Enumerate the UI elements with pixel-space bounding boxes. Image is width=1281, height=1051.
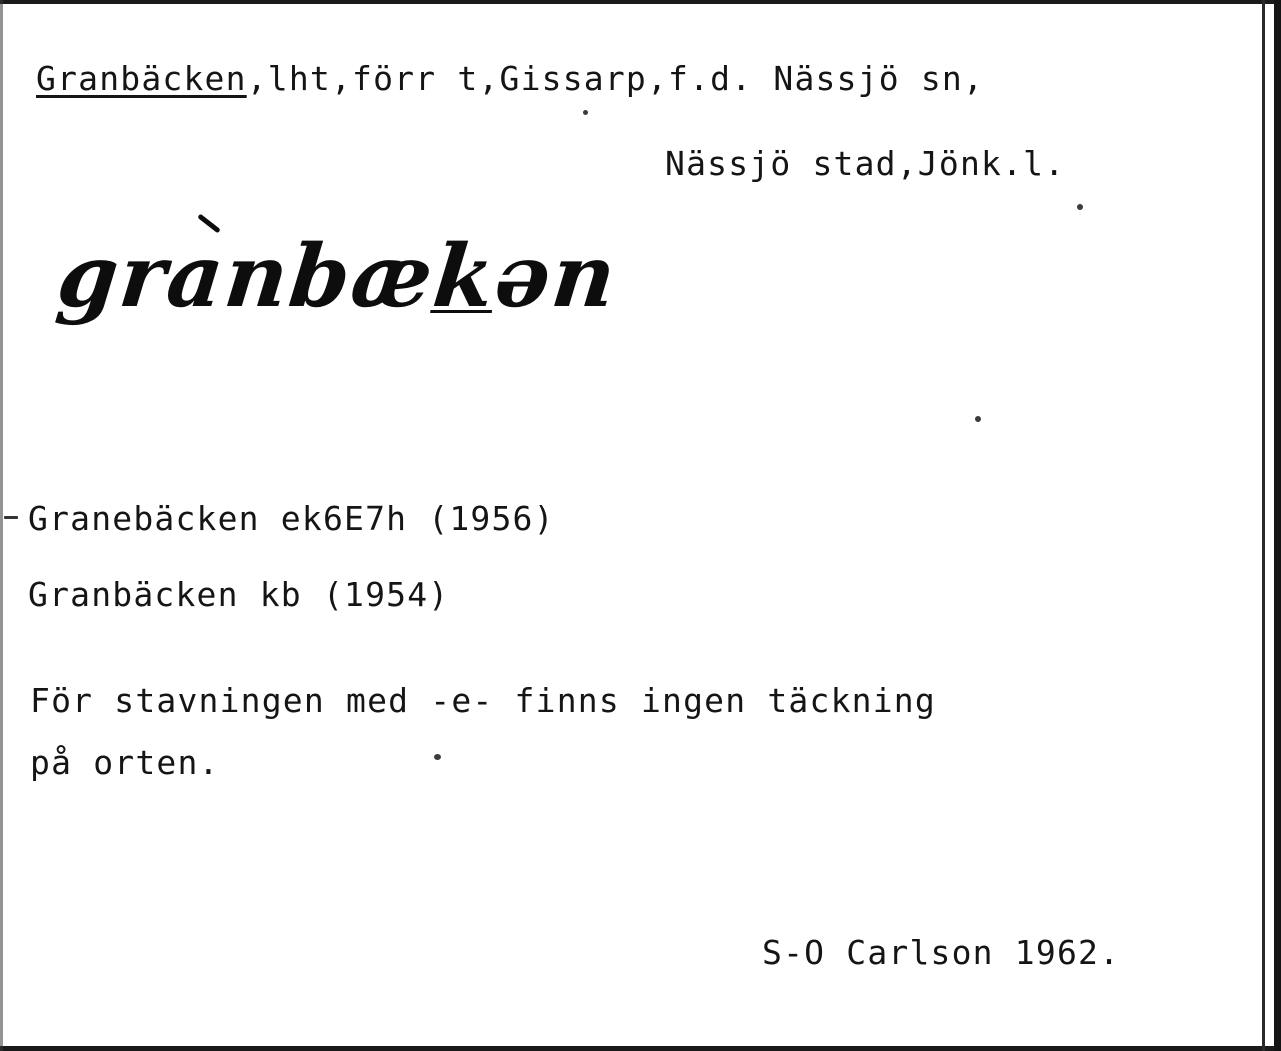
card-header-line-2: Nässjö stad,Jönk.l.	[665, 144, 1066, 183]
scan-border-top	[0, 0, 1281, 4]
citation-item: Granbäcken kb (1954)	[28, 575, 450, 614]
handwritten-pronunciation	[53, 226, 622, 327]
pronunciation-part-3: nb	[219, 226, 358, 327]
scan-border-right	[1274, 0, 1281, 1051]
signature: S-O Carlson 1962.	[762, 933, 1121, 972]
note-line-2: på orten.	[30, 743, 220, 782]
pronunciation-part-4: æ	[346, 226, 440, 327]
pronunciation-part-5: k	[428, 226, 501, 327]
scan-speck	[583, 110, 588, 115]
scan-speck	[975, 416, 981, 422]
pronunciation-part-6: ən	[490, 226, 623, 327]
note-line-1: För stavningen med -e- finns ingen täckning	[30, 681, 936, 720]
scan-border-left	[0, 0, 3, 1051]
scan-border-bottom	[0, 1046, 1281, 1051]
pronunciation-part-1: gr	[52, 226, 173, 327]
pronunciation-part-2: a	[162, 226, 231, 327]
headword: Granbäcken	[36, 59, 247, 98]
citation-item: Granebäcken ek6E7h (1956)	[28, 499, 555, 538]
headword-qualifiers: ,lht,förr t,Gissarp,f.d. Nässjö sn,	[246, 59, 985, 98]
scan-border-right-inner	[1262, 0, 1265, 1051]
margin-dash	[4, 516, 18, 519]
scan-speck	[434, 754, 441, 760]
card-header-line-1	[36, 58, 984, 100]
scan-speck	[1077, 204, 1083, 210]
